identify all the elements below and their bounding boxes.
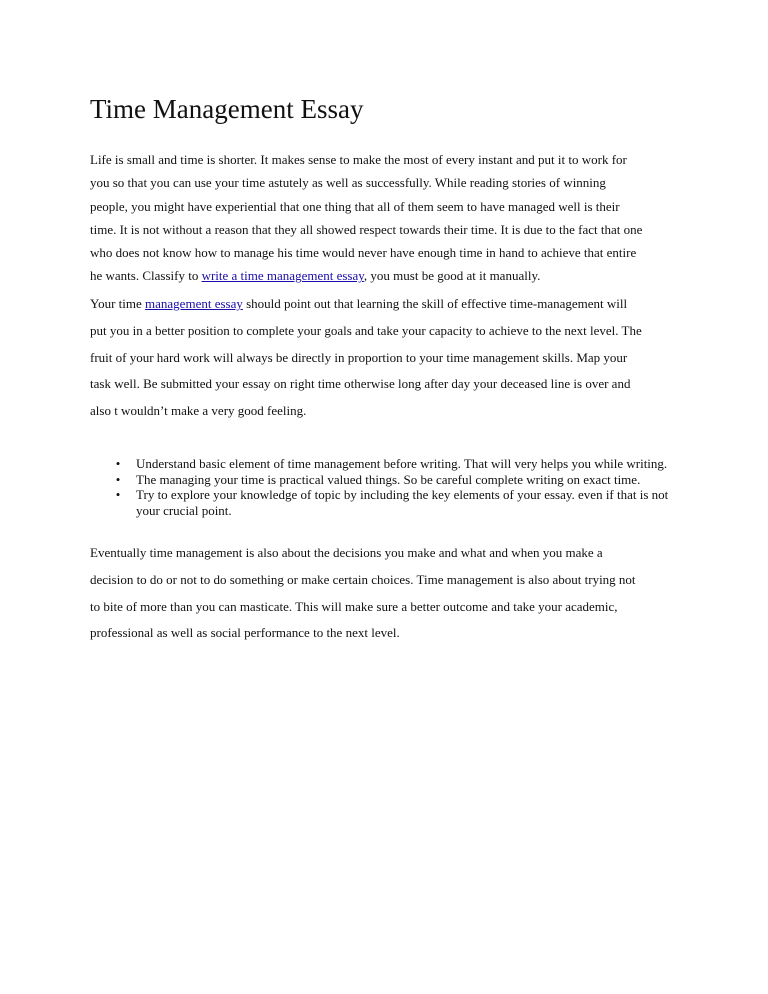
list-item-text: Understand basic element of time management before writing. That will very helps you while writing. xyxy=(136,456,668,471)
page-title: Time Management Essay xyxy=(90,94,364,124)
paragraph-line: professional as well as social performance to the next level. xyxy=(90,625,400,641)
list-item-text: Try to explore your knowledge of topic by including the key elements of your essay. even if that is not your crucial point. xyxy=(136,487,669,518)
bullet-icon: • xyxy=(115,471,121,487)
paragraph-line: time. It is not without a reason that they all showed respect towards their time. It is due to the fact that one xyxy=(90,221,643,237)
paragraph-line: people, you might have experiential that one thing that all of them seem to have managed well is their xyxy=(90,198,620,214)
list-item-text: The managing your time is practical valued things. So be careful complete writing on exact time. xyxy=(136,471,641,487)
bullet-icon: • xyxy=(115,456,121,471)
paragraph-line: who does not know how to manage his time would never have enough time in hand to achieve that entire xyxy=(90,245,637,261)
paragraph-line-with-link xyxy=(90,291,690,318)
paragraph-text: he wants. Classify to xyxy=(90,268,202,284)
paragraph-line: task well. Be submitted your essay on right time otherwise long after day your deceased line is over and xyxy=(90,376,631,392)
paragraph-line: fruit of your hard work will always be directly in proportion to your time management skills. Map your xyxy=(90,349,628,365)
paragraph-line: Eventually time management is also about the decisions you make and what and when you make a xyxy=(90,545,603,560)
management-essay-link[interactable]: management essay xyxy=(145,296,243,311)
paragraph-line-with-link xyxy=(90,264,690,287)
paragraph-conclusion xyxy=(90,540,690,647)
bullet-list xyxy=(90,456,690,518)
paragraph-line: put you in a better position to complete your goals and take your capacity to achieve to the next level. The xyxy=(90,322,642,338)
paragraph-line: decision to do or not to do something or make certain choices. Time management is also about trying not xyxy=(90,571,636,587)
list-item xyxy=(90,456,690,472)
list-item xyxy=(90,472,690,488)
paragraph-line: you so that you can use your time astutely as well as successfully. While reading stories of winning xyxy=(90,175,606,191)
paragraph-line: also t wouldn’t make a very good feeling. xyxy=(90,403,307,419)
paragraph-text: Your time xyxy=(90,296,146,311)
paragraph-intro xyxy=(90,148,690,288)
paragraph-management xyxy=(90,291,690,425)
paragraph-line: to bite of more than you can masticate. This will make sure a better outcome and take your academic, xyxy=(90,598,618,614)
paragraph-text: , you must be good at it manually. xyxy=(363,268,541,284)
paragraph-text: should point out that learning the skill of effective time-management will xyxy=(242,296,628,311)
write-essay-link[interactable]: write a time management essay xyxy=(201,268,364,284)
paragraph-line: Life is small and time is shorter. It makes sense to make the most of every instant and put it to work for xyxy=(90,152,627,167)
list-item xyxy=(90,487,690,518)
bullet-icon: • xyxy=(115,487,121,503)
